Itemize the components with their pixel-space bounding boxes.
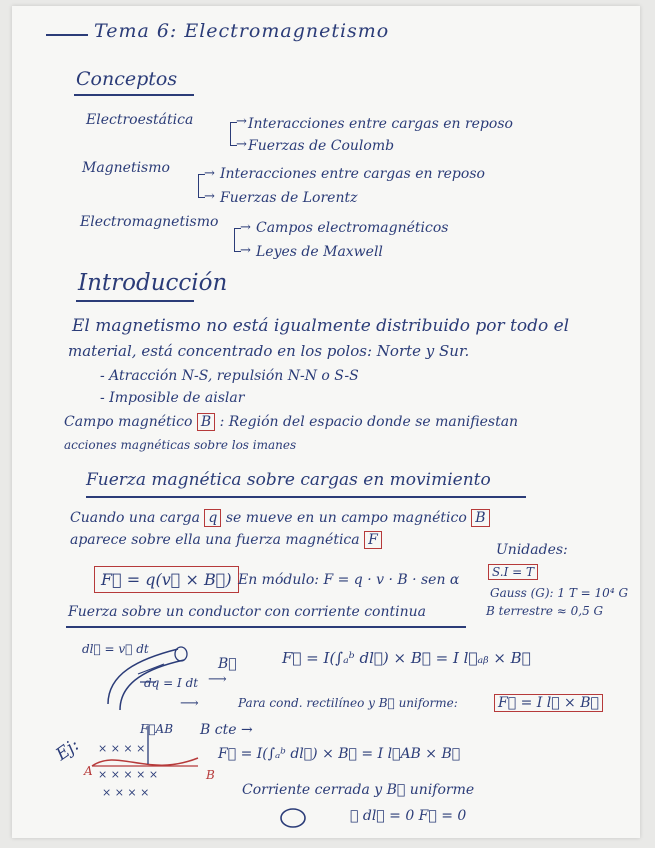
line1-a: Cuando una carga [70, 510, 200, 526]
campo-post: : Región del espacio donde se manifiestan [219, 414, 519, 430]
ej-label: Ej: [52, 735, 84, 765]
unidades-label: Unidades: [496, 542, 568, 558]
arrow-icon: → [236, 114, 247, 129]
arrow-icon: → [240, 220, 251, 235]
closed-loop-icon [278, 806, 308, 830]
diagram-b-label: B⃗ [218, 656, 237, 672]
intro-paragraph-line: material, está concentrado en los polos: Norte y Sur. [68, 342, 470, 360]
arrow-icon: → [236, 137, 247, 152]
introduccion-heading: Introducción [78, 270, 228, 296]
concept-term-electromagnetismo: Electromagnetismo [80, 214, 219, 230]
concept-line: Campos electromagnéticos [256, 220, 449, 236]
notebook-page [12, 6, 640, 838]
conceptos-heading: Conceptos [76, 68, 178, 90]
fuerza-cargas-underline [86, 496, 526, 498]
point-a-label: A [84, 764, 93, 778]
cerrada-text: Corriente cerrada y B⃗ uniforme [242, 782, 475, 798]
q-symbol-box: q [204, 509, 221, 527]
b-symbol-box: B [471, 509, 489, 527]
intro-bullet: - Atracción N-S, repulsión N-N o S-S [100, 368, 359, 384]
rectilineo-text: Para cond. rectilíneo y B⃗ uniforme: [238, 696, 458, 710]
concept-line: Interacciones entre cargas en reposo [248, 116, 513, 132]
gauss-line: Gauss (G): 1 T = 10⁴ G [490, 586, 629, 600]
unidades-si-box: S.I = T [488, 564, 538, 580]
intro-paragraph-line: El magnetismo no está igualmente distribuido por todo el [72, 316, 570, 336]
formula-main-box: F⃗ = I(∫ₐᵇ dl⃗) × B⃗ = I l⃗ₐᵦ × B⃗ [282, 649, 531, 667]
formula-ej: F⃗ = I(∫ₐᵇ dl⃗) × B⃗ = I l⃗AB × B⃗ [218, 746, 461, 762]
rectilineo-formula-box: F⃗ = I l⃗ × B⃗ [494, 694, 603, 712]
arrow-icon: → [204, 166, 215, 181]
arrow-icon: ⟶ [180, 696, 199, 711]
introduccion-underline [76, 300, 194, 302]
concept-term-magnetismo: Magnetismo [82, 160, 170, 176]
modulo-formula: En módulo: F = q · v · B · sen α [238, 572, 460, 588]
campo-magnetico-line [64, 414, 518, 430]
fuerza-line2 [70, 532, 382, 548]
b-cte-label: B cte → [200, 722, 253, 738]
fuerza-conductor-underline [66, 626, 466, 628]
diagram-dq-label: dq = I dt [144, 676, 199, 690]
point-b-label: B [206, 768, 215, 782]
cerrada-formula: ∮ dl⃗ = 0 F⃗ = 0 [350, 808, 467, 824]
arrow-icon: → [240, 243, 251, 258]
fuerza-cargas-heading: Fuerza magnética sobre cargas en movimiento [86, 470, 491, 490]
intro-bullet: - Imposible de aislar [100, 390, 245, 406]
concept-line: Fuerzas de Lorentz [220, 190, 358, 206]
concept-line: Leyes de Maxwell [256, 244, 383, 260]
f-symbol-box: F [364, 531, 382, 549]
diagram-dl-label: dl⃗ = v⃗ dt [82, 642, 149, 656]
svg-text:× × × × ×: × × × × × [98, 768, 159, 781]
campo-line2: acciones magnéticas sobre los imanes [64, 438, 297, 452]
line1-b: se mueve en un campo magnético [225, 510, 467, 526]
fuerza-conductor-heading: Fuerza sobre un conductor con corriente continua [68, 604, 426, 620]
fab-label: F⃗AB [140, 722, 174, 736]
title-dash [46, 34, 88, 36]
campo-pre: Campo magnético [64, 414, 193, 430]
page-title: Tema 6: Electromagnetismo [94, 20, 390, 42]
concept-line: Fuerzas de Coulomb [248, 138, 395, 154]
fuerza-line1 [70, 510, 490, 526]
svg-text:× × × ×: × × × × [102, 786, 150, 798]
formula-vector-box: F⃗ = q(v⃗ × B⃗) [94, 566, 239, 593]
field-arrow-icon: ⟶ [208, 672, 227, 687]
concept-term-electroestatica: Electroestática [86, 112, 194, 128]
svg-text:× × × ×: × × × × [98, 742, 146, 755]
line2-a: aparece sobre ella una fuerza magnética [70, 532, 360, 548]
concept-line: Interacciones entre cargas en reposo [220, 166, 485, 182]
conceptos-underline [74, 94, 194, 96]
campo-symbol-box: B [197, 413, 215, 431]
b-terrestre-line: B terrestre ≈ 0,5 G [486, 604, 604, 618]
arrow-icon: → [204, 189, 215, 204]
